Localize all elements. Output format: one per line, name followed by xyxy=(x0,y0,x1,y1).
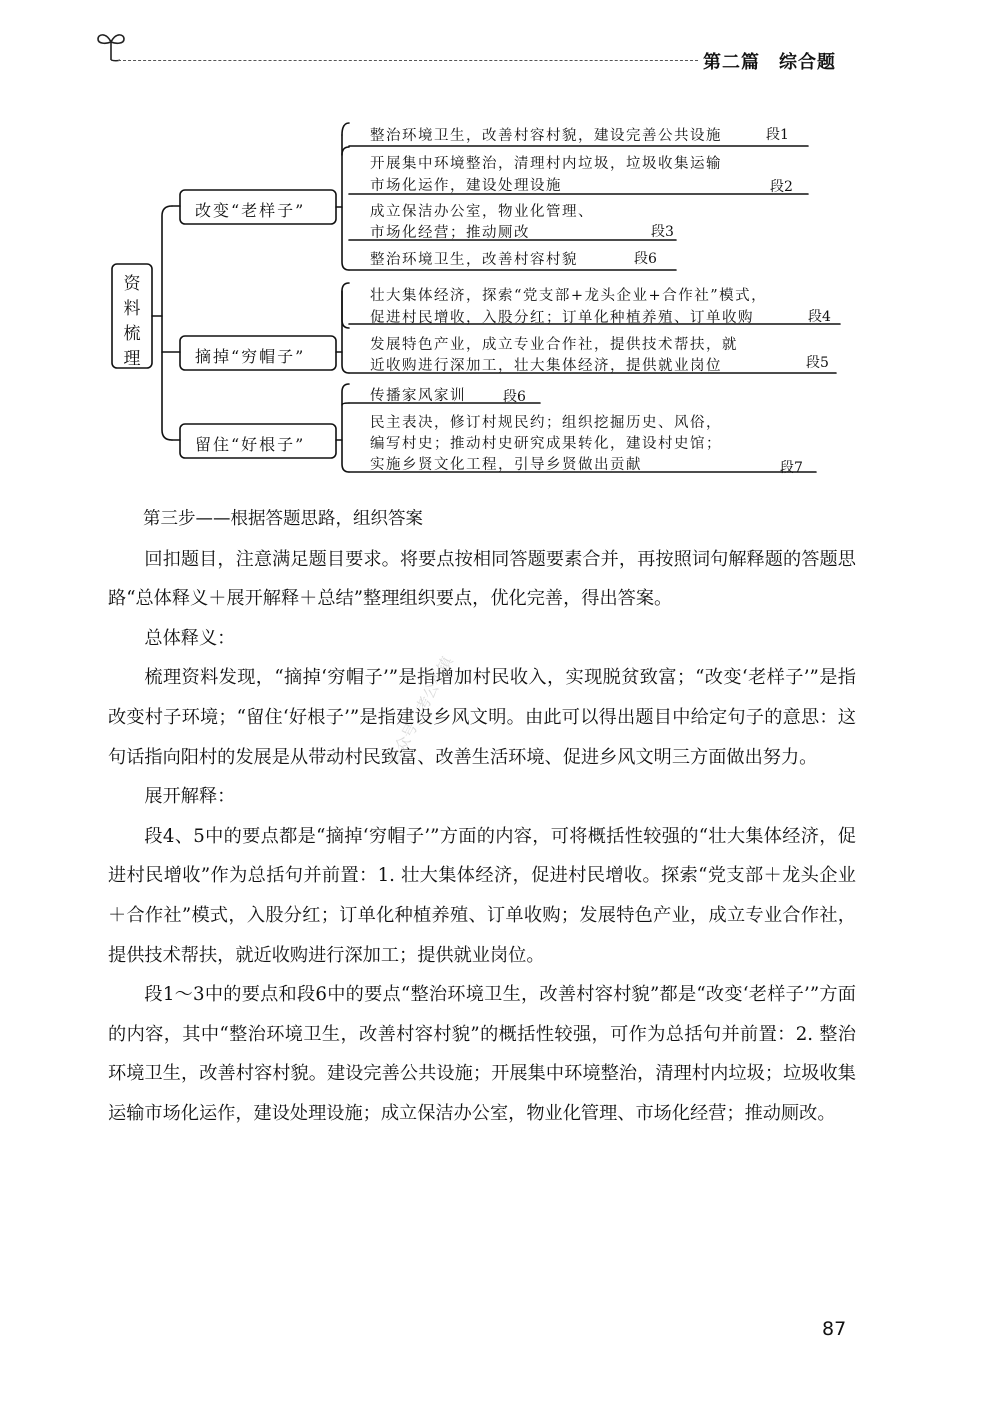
mindmap-item-line: 传播家风家训 xyxy=(370,388,466,404)
mindmap-item-line: 整治环境卫生，改善村容村貌 xyxy=(370,252,578,268)
paragraph-tag: 段7 xyxy=(780,460,803,476)
mindmap-item-line: 民主表决，修订村规民约；组织挖掘历史、风俗， xyxy=(370,415,722,431)
mindmap-diagram xyxy=(0,0,1000,500)
watermark: 公众号：考公小镇 xyxy=(384,653,457,768)
category-gaibian: 改变“老样子” xyxy=(195,201,306,220)
category-zhaidiao: 摘掉“穷帽子” xyxy=(195,347,306,366)
section-label-expand: 展开解释： xyxy=(144,786,236,808)
mindmap-item-line: 壮大集体经济，探索“党支部+龙头企业+合作社”模式， xyxy=(370,288,768,304)
answer-body xyxy=(108,500,856,1134)
page-number: 87 xyxy=(822,1318,847,1340)
section-label-overall: 总体释义： xyxy=(144,627,236,649)
step-heading: 第三步——根据答题思路，组织答案 xyxy=(143,509,423,529)
mindmap-item-line: 近收购进行深加工，壮大集体经济，提供就业岗位 xyxy=(370,358,722,374)
mindmap-item-line: 整治环境卫生，改善村容村貌，建设完善公共设施 xyxy=(370,128,722,144)
body-paragraph: 回扣题目，注意满足题目要求。将要点按相同答题要素合并，再按照词句解释题的答题思路“总体释义＋展开解释＋总结”整理组织要点，优化完善，得出答案。 xyxy=(108,548,856,610)
root-node-label: 资料梳理 xyxy=(123,274,141,369)
paragraph-tag: 段3 xyxy=(651,224,674,240)
mindmap-item-line: 促进村民增收，入股分红；订单化种植养殖、订单收购 xyxy=(370,310,754,326)
paragraph-tag: 段2 xyxy=(770,179,793,195)
mindmap-item-line: 实施乡贤文化工程，引导乡贤做出贡献 xyxy=(370,457,642,473)
paragraph-tag: 段5 xyxy=(806,355,829,371)
paragraph-tag: 段4 xyxy=(808,309,831,325)
mindmap-item-line: 市场化运作，建设处理设施 xyxy=(370,178,562,194)
mindmap-item-line: 开展集中环境整治，清理村内垃圾，垃圾收集运输 xyxy=(370,156,722,172)
body-paragraph: 段1～3中的要点和段6中的要点“整治环境卫生，改善村容村貌”都是“改变‘老样子’”方面的内容，其中“整治环境卫生，改善村容村貌”的概括性较强，可作为总括句并前置：2. 整治环境卫生，改善村容村貌。建设完善公共设施；开展集中环境整治，清理村内垃圾；垃圾收集运输市场化运作，建设处理设施；成立保洁办公室，物业化管理、市场化经营；推动厕改。 xyxy=(108,984,856,1124)
paragraph-tag: 段1 xyxy=(766,127,789,143)
mindmap-item-line: 成立保洁办公室，物业化管理、 xyxy=(370,204,594,220)
paragraph-tag: 段6 xyxy=(634,251,657,267)
mindmap-item-line: 编写村史；推动村史研究成果转化，建设村史馆； xyxy=(370,436,722,452)
body-paragraph: 梳理资料发现，“摘掉‘穷帽子’”是指增加村民收入，实现脱贫致富；“改变‘老样子’”是指改变村子环境；“留住‘好根子’”是指建设乡风文明。由此可以得出题目中给定句子的意思：这句话指向阳村的发展是从带动村民致富、改善生活环境、促进乡风文明三方面做出努力。 xyxy=(108,667,856,768)
paragraph-tag: 段6 xyxy=(503,389,526,405)
chapter-title: 第二篇 综合题 xyxy=(703,52,836,73)
mindmap-item-line: 发展特色产业，成立专业合作社，提供技术帮扶，就 xyxy=(370,337,738,353)
category-liuzhu: 留住“好根子” xyxy=(195,435,306,454)
mindmap-item-line: 市场化经营；推动厕改 xyxy=(370,225,530,241)
body-paragraph: 段4、5中的要点都是“摘掉‘穷帽子’”方面的内容，可将概括性较强的“壮大集体经济，促进村民增收”作为总括句并前置：1. 壮大集体经济，促进村民增收。探索“党支部＋龙头企业＋合作社”模式，入股分红；订单化种植养殖、订单收购；发展特色产业，成立专业合作社，提供技术帮扶，就近收购进行深加工；提供就业岗位。 xyxy=(108,825,856,966)
